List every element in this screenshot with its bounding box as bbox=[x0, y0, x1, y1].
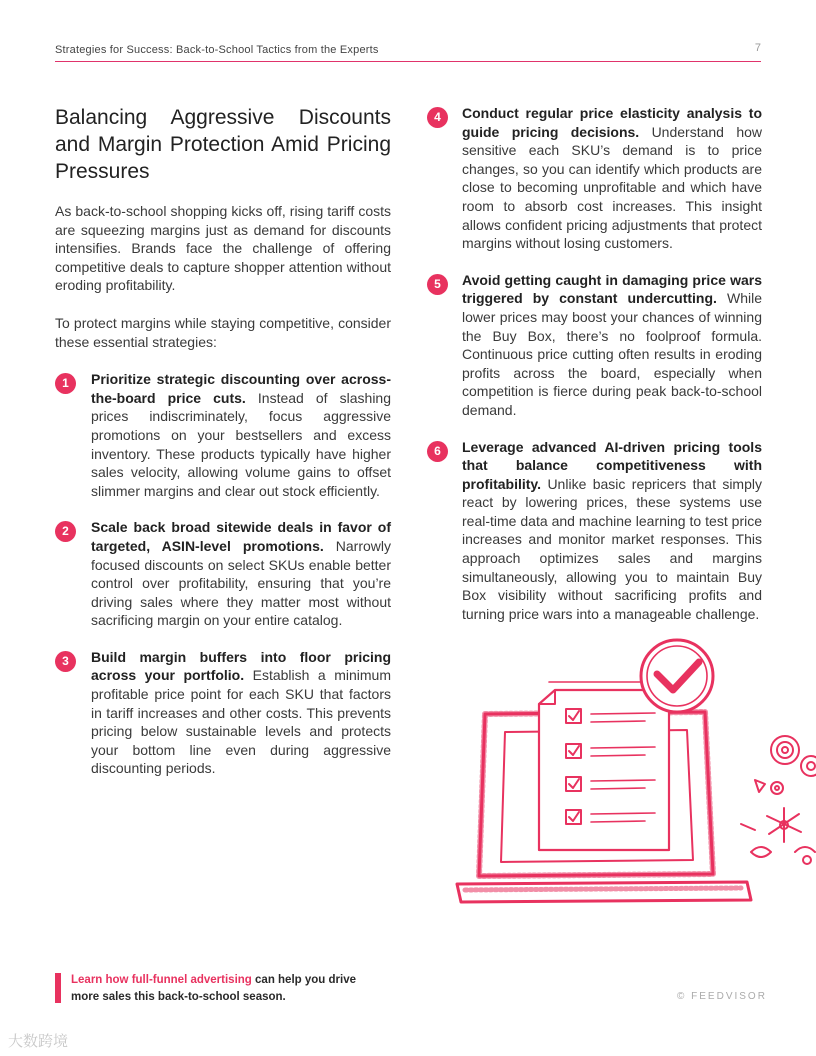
strategy-body: Establish a minimum profitable price point for each SKU that factors in tariff increases and other costs. This prevents pricing below sustainable levels and protects your bottom line even during aggressive discounting periods. bbox=[91, 667, 391, 777]
number-badge: 3 bbox=[55, 651, 76, 672]
cta-text bbox=[71, 972, 356, 1006]
lead-in-paragraph: To protect margins while staying competitive, consider these essential strategies: bbox=[55, 314, 391, 350]
number-badge: 5 bbox=[427, 274, 448, 295]
checkmark-circle-icon bbox=[641, 640, 713, 712]
strategy-heading: Scale back broad sitewide deals in favor of targeted, ASIN-level promotions. bbox=[91, 519, 391, 554]
left-column bbox=[55, 104, 391, 796]
header-title: Strategies for Success: Back-to-School Tactics from the Experts bbox=[55, 44, 379, 56]
checklist-laptop-illustration bbox=[455, 638, 816, 906]
strategy-item-1 bbox=[55, 370, 391, 500]
strategy-item-2 bbox=[55, 518, 391, 630]
cta-accent-bar bbox=[55, 973, 61, 1003]
strategy-body: Instead of slashing prices indiscriminately, focus aggressive promotions on your bestsellers and excess inventory. These products typically have higher sales velocity, allowing volume gains to offset slimmer margins and clear out stock efficiently. bbox=[91, 389, 391, 499]
cta-link[interactable]: Learn how full-funnel advertising bbox=[71, 974, 252, 986]
number-badge: 1 bbox=[55, 373, 76, 394]
cta-text-line1: can help you drive bbox=[251, 974, 356, 986]
strategy-item-6 bbox=[427, 438, 762, 624]
strategy-heading: Leverage advanced AI-driven pricing tools that balance competitiveness with profitability. bbox=[462, 438, 762, 492]
strategy-item-3 bbox=[55, 648, 391, 778]
right-column bbox=[427, 104, 762, 641]
strategy-body: Understand how sensitive each SKU’s demand is to price changes, so you can identify which products are close to becoming unprofitable and which have room to absorb cost increases. This insight allows confident pricing adjustments that protect margins without losing customers. bbox=[462, 123, 762, 252]
watermark: 大数跨境 bbox=[8, 1033, 69, 1050]
strategy-item-5 bbox=[427, 271, 762, 420]
strategy-heading: Build margin buffers into floor pricing across your portfolio. bbox=[91, 648, 391, 684]
strategy-body: While lower prices may boost your chances of winning the Buy Box, there’s no foolproof formula. Continuous price cutting often results in eroding profits across the board, especially when competition is fierce during peak back-to-school demand. bbox=[462, 290, 762, 418]
page-number: 7 bbox=[754, 42, 761, 54]
laptop-base-hatch bbox=[465, 888, 741, 890]
decorative-flowers-icon bbox=[741, 736, 816, 864]
cta-text-line2: more sales this back-to-school season. bbox=[71, 991, 286, 1003]
number-badge: 4 bbox=[427, 107, 448, 128]
number-badge: 6 bbox=[427, 441, 448, 462]
copyright: © FEEDVISOR bbox=[677, 991, 767, 1002]
strategy-body: Unlike basic repricers that simply react by lowering prices, these systems use real-time data and machine learning to test price increases and monitor market responses. This approach optimizes sales and margins simultaneously, allowing you to maintain Buy Box visibility without sacrificing profits and turning price wars into a manageable challenge. bbox=[462, 475, 762, 622]
page-title: Balancing Aggressive Discounts and Margin Protection Amid Pricing Pressures bbox=[55, 106, 391, 183]
strategy-heading: Avoid getting caught in damaging price wars triggered by constant undercutting. bbox=[462, 271, 762, 307]
strategy-heading: Conduct regular price elasticity analysis to guide pricing decisions. bbox=[462, 105, 762, 140]
number-badge: 2 bbox=[55, 521, 76, 542]
page-header bbox=[55, 42, 761, 62]
intro-paragraph: As back-to-school shopping kicks off, rising tariff costs are squeezing margins just as demand for discounts intensifies. Brands face the challenge of offering competitive deals to capture shopper attention without eroding profitability. bbox=[55, 203, 391, 294]
strategy-item-4 bbox=[427, 104, 762, 253]
strategy-body: Narrowly focused discounts on select SKUs enable better control over profitability, ensuring that you’re driving sales where they matter most without sacrificing margin on your entire catalog. bbox=[91, 537, 392, 629]
strategy-heading: Prioritize strategic discounting over across-the-board price cuts. bbox=[91, 371, 391, 406]
